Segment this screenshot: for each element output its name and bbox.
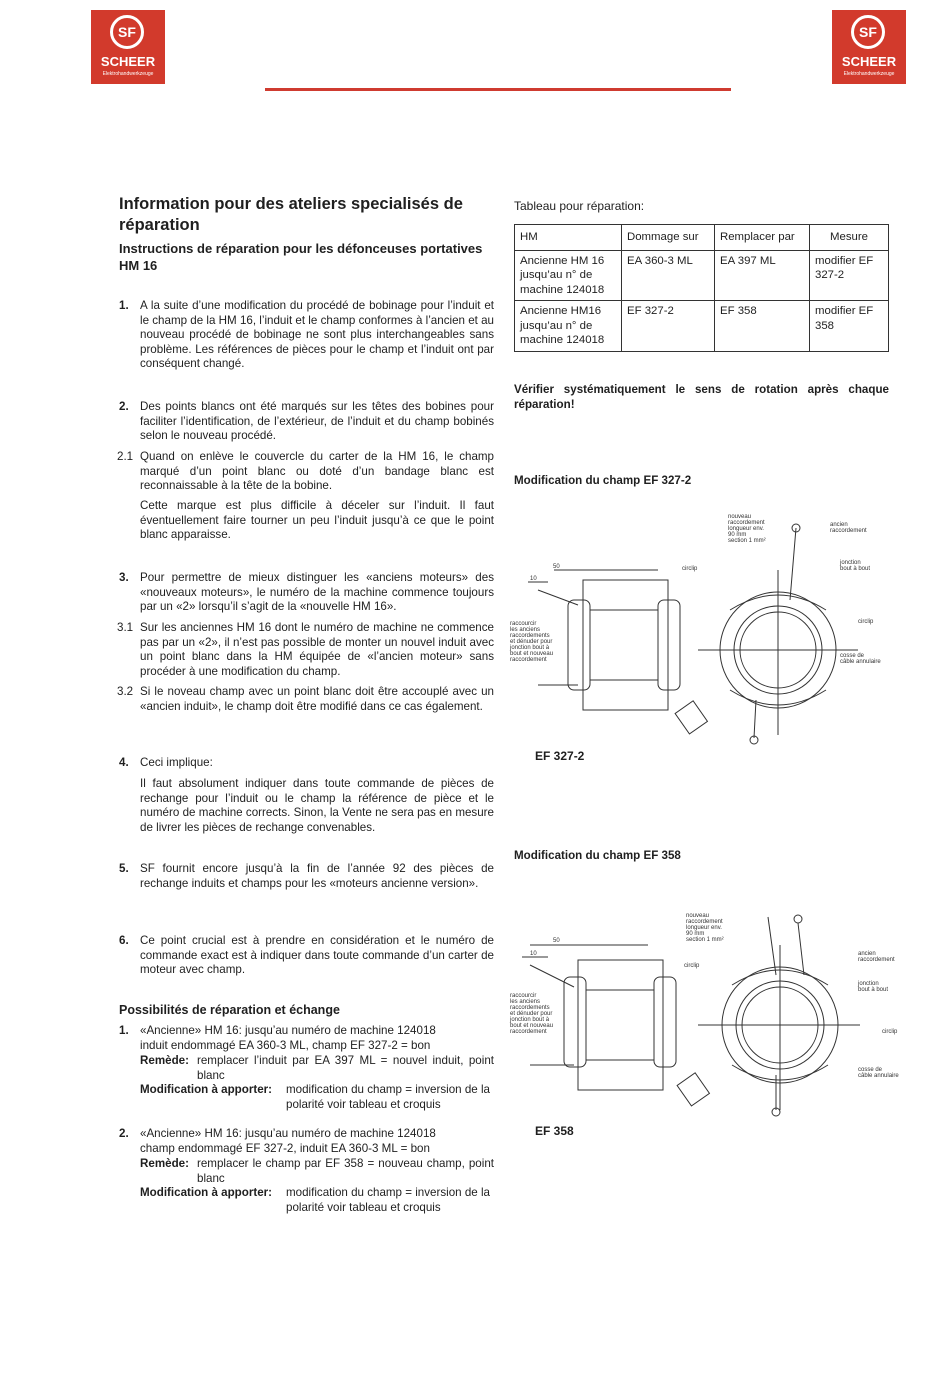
shorten-label: raccordements xyxy=(510,1005,550,1011)
table-cell: EA 360-3 ML xyxy=(622,250,715,301)
page-title: Information pour des ateliers specialisés de réparation xyxy=(119,195,463,234)
shorten-label: jonction bout à xyxy=(510,645,550,651)
remedy-label: Remède: xyxy=(140,1054,189,1067)
item-number: 2. xyxy=(119,1127,129,1140)
item-number: 3.1 xyxy=(117,621,134,634)
paragraph-4b: Il faut absolument indiquer dans toute commande de pièces de rechange pour l’induit ou le champ la référence de pièce et le numéro de machine corrects. Sinon, la Vente ne sera pas en mesure de livrer les pièces de rechange convenables. xyxy=(140,777,494,834)
table-cell: modifier EF 327-2 xyxy=(810,250,889,301)
rotation-warning: Vérifier systématiquement le sens de rotation après chaque réparation! xyxy=(514,383,889,411)
table-cell: modifier EF 358 xyxy=(810,301,889,352)
section-title: Possibilités de réparation et échange xyxy=(119,1003,340,1017)
table-header-cell: Dommage sur xyxy=(622,225,715,251)
page-subtitle: Instructions de réparation pour les défonceuses portatives HM 16 xyxy=(119,241,483,273)
circlip-label: circlip xyxy=(684,963,700,969)
table-row xyxy=(515,250,889,301)
table-cell: Ancienne HM 16 jusqu’au n° de machine 124018 xyxy=(515,250,622,301)
shorten-label: raccourcir xyxy=(510,993,537,999)
circlip-label: circlip xyxy=(682,566,698,572)
paragraph-2-1: Quand on enlève le couvercle du carter de la HM 16, le champ marqué d’un point blanc ou doté d’un bandage blanc est reconnaissable à la tête de la bobine. xyxy=(140,450,494,493)
item-number: 4. xyxy=(119,756,129,769)
table-header-row xyxy=(515,225,889,251)
item-number: 6. xyxy=(119,934,129,947)
table-cell: EF 358 xyxy=(715,301,810,352)
circlip-label: circlip xyxy=(882,1029,898,1035)
shorten-label: raccordement xyxy=(510,1029,547,1035)
shorten-label: bout et nouveau xyxy=(510,651,554,657)
shorten-label: jonction bout à xyxy=(510,1017,550,1023)
figure-1-label: EF 327-2 xyxy=(535,749,585,763)
cable-lug-label: cosse de xyxy=(858,1067,883,1073)
junction-label: bout à bout xyxy=(840,566,871,572)
repair-1-line1: «Ancienne» HM 16: jusqu’au numéro de machine 124018 xyxy=(140,1024,436,1037)
diagram-dimension-label: 50 xyxy=(553,564,560,570)
item-number: 3.2 xyxy=(117,685,134,698)
shorten-label: et dénuder pour xyxy=(510,1011,553,1017)
new-connection-label: 90 mm xyxy=(686,931,705,937)
paragraph-3-1: Sur les anciennes HM 16 dont le numéro de machine ne commence pas par un «2», il n’est pas possible de monter un nouvel induit avec un point blanc dans la HM équipée de «l’ancien moteur» sans procéder à une modification du champ. xyxy=(140,621,494,678)
modification-text: modification du champ = inversion de la polarité voir tableau et croquis xyxy=(286,1083,490,1111)
table-header-cell: Mesure xyxy=(810,225,889,251)
shorten-label: raccourcir xyxy=(510,621,537,627)
field-modification-diagram-2 xyxy=(508,905,908,1130)
shorten-label: raccordement xyxy=(510,657,547,663)
remedy-text: remplacer le champ par EF 358 = nouveau champ, point blanc xyxy=(197,1157,494,1185)
item-number: 2. xyxy=(119,400,129,413)
paragraph-3-2: Si le noveau champ avec un point blanc doit être accouplé avec un «ancien induit», le champ doit être modifié dans ce cas également. xyxy=(140,685,494,713)
field-modification-diagram-1 xyxy=(508,510,908,750)
scheer-logo-left xyxy=(91,10,165,84)
junction-label: bout à bout xyxy=(858,987,889,993)
remedy-label: Remède: xyxy=(140,1157,189,1170)
repair-2-line1: «Ancienne» HM 16: jusqu’au numéro de machine 124018 xyxy=(140,1127,436,1140)
new-connection-label: longueur env. xyxy=(728,526,764,532)
logo-brand: SCHEER xyxy=(100,54,156,69)
figure-2-label: EF 358 xyxy=(535,1124,574,1138)
repair-table xyxy=(514,224,889,352)
paragraph-5: SF fournit encore jusqu’à la fin de l’année 92 des pièces de rechange induits et champs pour les «moteurs ancienne version». xyxy=(140,862,494,890)
logo-brand: SCHEER xyxy=(841,54,897,69)
diagram-dimension-label: 10 xyxy=(530,951,537,957)
item-number: 2.1 xyxy=(117,450,134,463)
shorten-label: les anciens xyxy=(510,999,541,1005)
table-title: Tableau pour réparation: xyxy=(514,199,645,213)
paragraph-1: A la suite d’une modification du procédé de bobinage pour l’induit et le champ de la HM 16, l’induit et le champ conformes à l’ancien et au nouveau procédé de bobinage ne sont plus interchangeables sans problème. Les références de pièces pour le champ et l’induit ont par conséquent changé. xyxy=(140,299,494,371)
circlip-label: circlip xyxy=(858,619,874,625)
new-connection-label: 90 mm xyxy=(728,532,747,538)
table-cell: EA 397 ML xyxy=(715,250,810,301)
new-connection-label: raccordement xyxy=(686,919,723,925)
new-connection-label: section 1 mm² xyxy=(728,538,766,544)
item-number: 1. xyxy=(119,1024,129,1037)
item-number: 1. xyxy=(119,299,129,312)
item-number: 3. xyxy=(119,571,129,584)
paragraph-6: Ce point crucial est à prendre en considération et le numéro de commande exact est à indiquer dans toute commande d’un carter de moteur avec champ. xyxy=(140,934,494,977)
junction-label: jonction xyxy=(858,981,879,987)
paragraph-3: Pour permettre de mieux distinguer les «anciens moteurs» des «nouveaux moteurs», le numéro de la machine commence toujours par un «2» lorsqu’il s’agit de la «nouvelle HM 16». xyxy=(140,571,494,614)
old-connection-label: raccordement xyxy=(858,957,895,963)
remedy-text: remplacer l’induit par EA 397 ML = nouvel induit, point blanc xyxy=(197,1054,494,1082)
logo-subtitle: Elektrohandwerkzeuge xyxy=(843,71,895,77)
diagram-dimension-label: 50 xyxy=(553,938,560,944)
shorten-label: bout et nouveau xyxy=(510,1023,554,1029)
header-divider xyxy=(265,88,731,91)
cable-lug-label: cosse de xyxy=(840,653,865,659)
cable-lug-label: câble annulaire xyxy=(858,1073,899,1079)
logo-mark: SF xyxy=(110,15,144,49)
table-header-cell: HM xyxy=(515,225,622,251)
shorten-label: raccordements xyxy=(510,633,550,639)
old-connection-label: raccordement xyxy=(830,528,867,534)
shorten-label: les anciens xyxy=(510,627,541,633)
item-number: 5. xyxy=(119,862,129,875)
paragraph-2-1b: Cette marque est plus difficile à déceler sur l’induit. Il faut éventuellement faire tourner un peu l’induit jusqu’à ce que le point blanc apparaisse. xyxy=(140,499,494,542)
new-connection-label: section 1 mm² xyxy=(686,937,724,943)
table-cell: EF 327-2 xyxy=(622,301,715,352)
modification-label: Modification à apporter: xyxy=(140,1186,273,1199)
new-connection-label: nouveau xyxy=(686,913,710,919)
new-connection-label: raccordement xyxy=(728,520,765,526)
new-connection-label: nouveau xyxy=(728,514,752,520)
cable-lug-label: câble annulaire xyxy=(840,659,881,665)
junction-label: jonction xyxy=(840,560,861,566)
diagram-dimension-label: 10 xyxy=(530,576,537,582)
table-row xyxy=(515,301,889,352)
paragraph-2: Des points blancs ont été marqués sur les têtes des bobines pour faciliter l’identification, de l’extérieur, de l’induit et du champ bobinés selon le nouveau procédé. xyxy=(140,400,494,443)
figure-2-title: Modification du champ EF 358 xyxy=(514,849,681,862)
new-connection-label: longueur env. xyxy=(686,925,722,931)
figure-1-title: Modification du champ EF 327-2 xyxy=(514,474,692,487)
scheer-logo-right xyxy=(832,10,906,84)
table-header-cell: Remplacer par xyxy=(715,225,810,251)
logo-subtitle: Elektrohandwerkzeuge xyxy=(102,71,154,77)
old-connection-label: ancien xyxy=(858,951,876,957)
logo-mark: SF xyxy=(851,15,885,49)
modification-text: modification du champ = inversion de la polarité voir tableau et croquis xyxy=(286,1186,490,1214)
shorten-label: et dénuder pour xyxy=(510,639,553,645)
paragraph-4: Ceci implique: xyxy=(140,756,213,769)
repair-2-line2: champ endommagé EF 327-2, induit EA 360-3 ML = bon xyxy=(140,1142,430,1155)
repair-1-line2: induit endommagé EA 360-3 ML, champ EF 327-2 = bon xyxy=(140,1039,431,1052)
old-connection-label: ancien xyxy=(830,522,848,528)
table-cell: Ancienne HM16 jusqu’au n° de machine 124018 xyxy=(515,301,622,352)
modification-label: Modification à apporter: xyxy=(140,1083,273,1096)
